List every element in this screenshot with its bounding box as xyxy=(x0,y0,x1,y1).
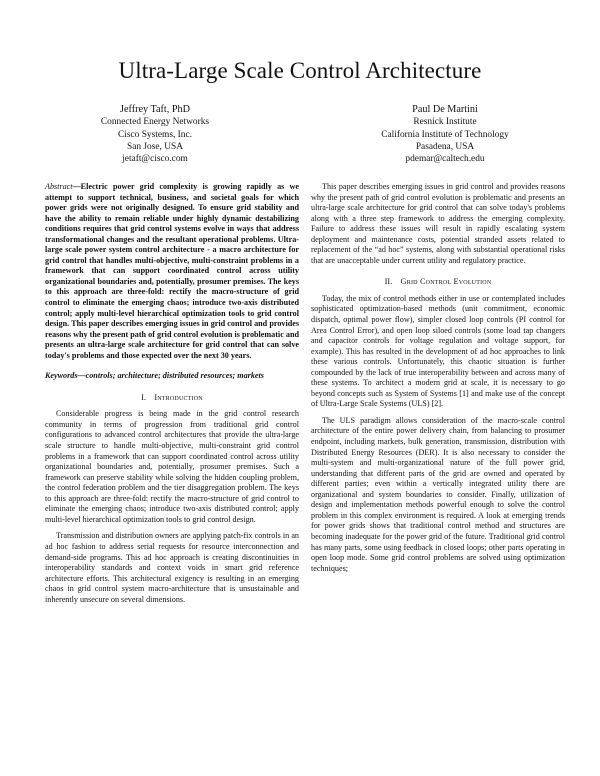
section-title: Introduction xyxy=(154,392,203,402)
section-number: I. xyxy=(141,392,147,402)
body-paragraph: Today, the mix of control methods either in use or contemplated includes sophisticated optimization-based methods (unit commitment, economic dispatch, optimal power flow), simpler closed loop controls (PI control for Area Control Error), and open loop siloed controls (some load tap changers and capacitor controls for voltage regulation and voltage support, for example). This has resulted in the development of ad hoc approaches to link these various controls. Unfortunately, this chaotic situation is further compounded by the lack of true interoperability between and across many of these systems. To architect a modern grid at scale, it is necessary to go beyond concepts such as System of Systems [1] and make use of the concept of Ultra-Large Scale Systems (ULS) [2]. xyxy=(311,293,565,409)
section-title: Grid Control Evolution xyxy=(400,277,492,287)
author-affiliation: Connected Energy Networks xyxy=(100,117,210,128)
author-affiliation: Resnick Institute xyxy=(413,117,477,128)
author-block-2 xyxy=(330,104,560,165)
right-column xyxy=(311,182,565,574)
author-block-1 xyxy=(40,104,270,165)
keywords-label: Keywords xyxy=(45,371,78,381)
abstract-text: —Electric power grid complexity is growing rapidly as we attempt to support technical, business, and societal goals for which power grids were not originally designed. To ensure grid stability and have the ability to remain reliable under highly dynamic destabilizing conditions requires that grid control systems evolve in ways that address transformational changes and the resultant operational problems. Ultra-large scale power system control architecture - a macro architecture for grid control that handles multi-objective, multi-constraint problems in a framework that can support coordinated control across utility organizational boundaries and, potentially, prosumer premises. The keys to this approach are three-fold: rectify the macro-structure of grid control to eliminate the emerging chaos; introduce two-axis distributed control; apply multi-level hierarchical optimization tools to grid control design. This paper describes emerging issues in grid control and provides reasons why the present path of grid control evolution is problematic and presents an ultra-large scale architecture for grid control that can solve today's problems and those expected over the next 30 years. xyxy=(45,182,299,360)
body-paragraph: The ULS paradigm allows consideration of the macro-scale control architecture of the entire power delivery chain, from balancing to prosumer endpoint, including markets, bulk generation, transmission, distribution with Distributed Energy Resources (DER). It is also necessary to consider the multi-system and multi-organizational nature of the full power grid, understanding that different parts of the grid are owned and operated by different parties; even within a vertically integrated utility there are organizational and system boundaries to consider. Finally, utilization of design and implementation methods powerful enough to solve the control problem in this complex environment is required. A look at emerging trends for power grids shows that traditional control method and structures are becoming inadequate for the power grid of the future. Traditional grid control has many parts, some using feedback in closed loops; other parts operating in open loop mode. Some grid control problems are solved using optimization techniques; xyxy=(311,415,565,573)
author-name: Paul De Martini xyxy=(412,104,478,115)
section-heading-introduction xyxy=(45,393,299,404)
section-number: II. xyxy=(384,277,393,287)
body-paragraph: Considerable progress is being made in the grid control research community in terms of progression from traditional grid control configurations to advanced control architectures that provide the ultra-large scale structure to handle multi-objective, multi-constraint grid control problems in a framework that can support coordinated control across utility organizational boundaries and, potentially, prosumer premises. Such a framework can preserve stability while solving the hidden coupling problem, the control federation problem and the tier disaggregation problem. The keys to this approach are three-fold: rectify the macro-structure of grid control to eliminate the emerging chaos; introduce two-axis distributed control; apply multi-level hierarchical optimization tools to grid control design. xyxy=(45,409,299,524)
author-email: pdemar@caltech.edu xyxy=(405,154,485,165)
abstract xyxy=(45,182,299,361)
left-column xyxy=(45,182,299,605)
section-heading-grid-control-evolution xyxy=(311,277,565,288)
keywords-text: —controls; architecture; distributed resources; markets xyxy=(77,371,264,381)
author-email: jetaft@cisco.com xyxy=(122,154,188,165)
paper-title: Ultra-Large Scale Control Architecture xyxy=(118,58,482,83)
author-organization: California Institute of Technology xyxy=(381,129,509,140)
author-location: San Jose, USA xyxy=(127,141,183,152)
body-paragraph: Transmission and distribution owners are applying patch-fix controls in an ad hoc fashion to address serial requests for resource interconnection and demand-side programs. This ad hoc approach is creating discontinuities in interoperability standards and context voids in smart grid reference architecture efforts. This architectural exigency is resulting in an emerging chaos in grid control system macro-architecture that is unsustainable and inherently unsecure on several dimensions. xyxy=(45,531,299,604)
keywords xyxy=(45,371,299,382)
author-organization: Cisco Systems, Inc. xyxy=(118,129,192,140)
abstract-label: Abstract xyxy=(45,182,73,191)
author-name: Jeffrey Taft, PhD xyxy=(120,104,190,115)
body-paragraph: This paper describes emerging issues in grid control and provides reasons why the present path of grid control evolution is problematic and presents an ultra-large scale architecture for grid control that can solve today's problems along with a three step framework to address the emerging complexity. Failure to address these issues will result in rapidly escalating system deployment and maintenance costs, potential stranded assets related to replacement of the “ad hoc” systems, along with substantial operational risks that are unacceptable under current utility and regulatory practice. xyxy=(311,182,565,265)
author-location: Pasadena, USA xyxy=(415,141,475,152)
